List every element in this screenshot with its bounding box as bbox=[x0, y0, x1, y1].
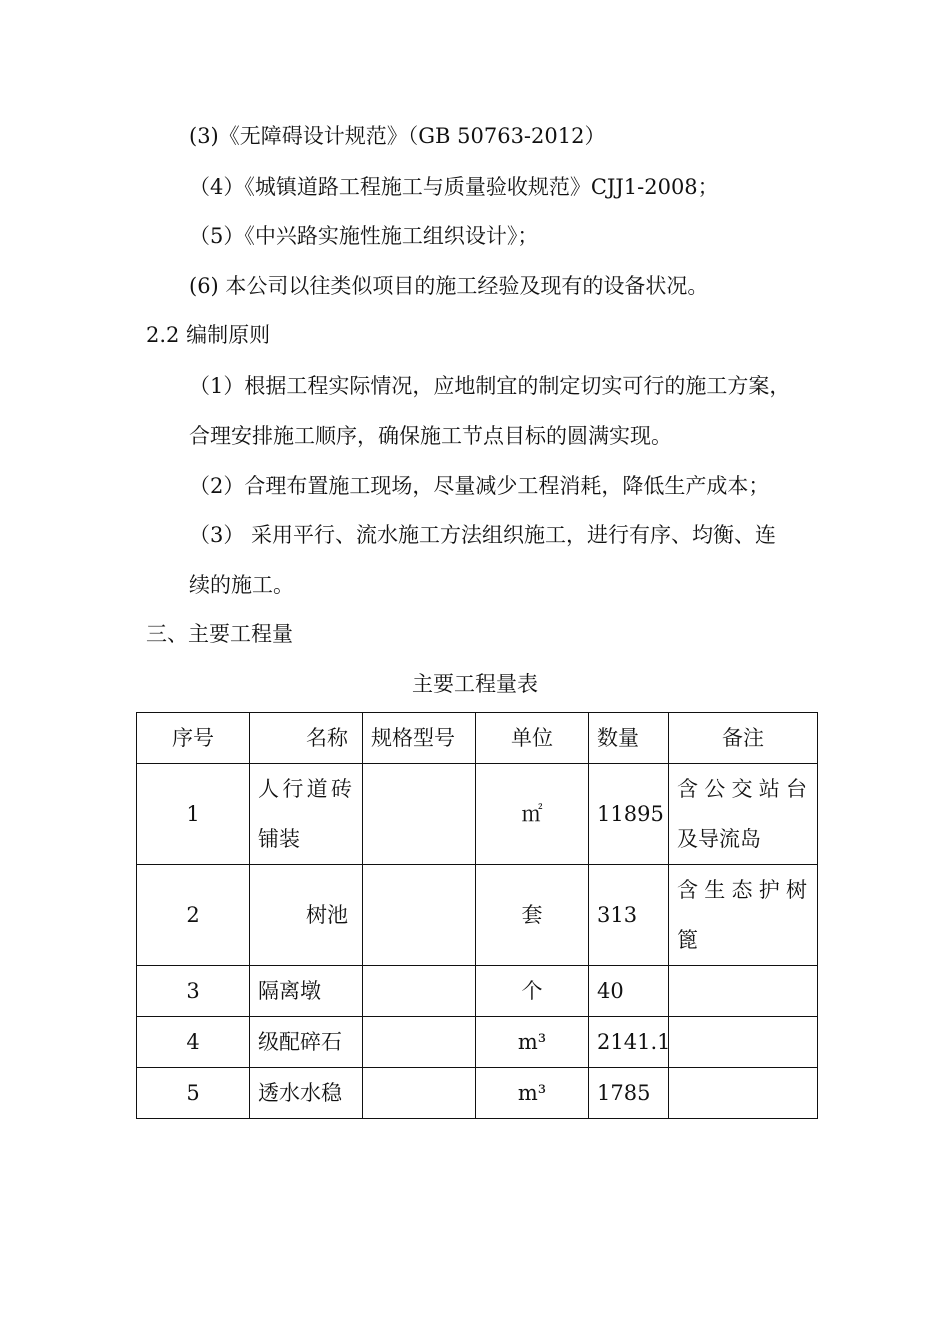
cell-spec bbox=[363, 1068, 476, 1119]
cell-name bbox=[250, 764, 363, 865]
reference-item-6: (6) 本公司以往类似项目的施工经验及现有的设备状况。 bbox=[189, 274, 709, 298]
cell-unit: 套 bbox=[476, 865, 589, 966]
cell-name-line: 铺装 bbox=[258, 827, 300, 851]
cell-seq: 3 bbox=[137, 966, 250, 1017]
principle-2: （2）合理布置施工现场，尽量减少工程消耗，降低生产成本； bbox=[189, 474, 770, 498]
cell-note-line: 含生态护树 bbox=[677, 878, 809, 902]
cell-qty: 313 bbox=[589, 865, 669, 966]
header-seq: 序号 bbox=[137, 713, 250, 764]
cell-name: 级配碎石 bbox=[250, 1017, 363, 1068]
cell-note bbox=[669, 865, 818, 966]
cell-note bbox=[669, 1017, 818, 1068]
header-unit: 单位 bbox=[476, 713, 589, 764]
cell-qty: 40 bbox=[589, 966, 669, 1017]
principle-3-line-2: 续的施工。 bbox=[189, 573, 294, 597]
quantity-table bbox=[136, 712, 818, 1119]
cell-spec bbox=[363, 865, 476, 966]
table-row bbox=[137, 1017, 818, 1068]
cell-note bbox=[669, 1068, 818, 1119]
cell-name-line: 人行道砖 bbox=[258, 777, 354, 801]
cell-name: 透水水稳 bbox=[250, 1068, 363, 1119]
cell-spec bbox=[363, 1017, 476, 1068]
reference-item-4: （4）《城镇道路工程施工与质量验收规范》CJJ1-2008； bbox=[189, 175, 719, 199]
cell-unit: 个 bbox=[476, 966, 589, 1017]
table-caption: 主要工程量表 bbox=[412, 672, 538, 696]
section-heading-2-2: 2.2 编制原则 bbox=[146, 323, 271, 347]
reference-item-5: （5）《中兴路实施性施工组织设计》； bbox=[189, 224, 539, 248]
cell-seq: 4 bbox=[137, 1017, 250, 1068]
cell-qty: 11895 bbox=[589, 764, 669, 865]
cell-name: 树池 bbox=[250, 865, 363, 966]
cell-unit: ㎡ bbox=[476, 764, 589, 865]
cell-note bbox=[669, 966, 818, 1017]
cell-note-line: 含公交站台 bbox=[677, 777, 809, 801]
cell-unit: m³ bbox=[476, 1068, 589, 1119]
cell-seq: 5 bbox=[137, 1068, 250, 1119]
principle-1-line-2: 合理安排施工顺序，确保施工节点目标的圆满实现。 bbox=[189, 424, 672, 448]
cell-seq: 2 bbox=[137, 865, 250, 966]
cell-note-line: 及导流岛 bbox=[677, 827, 761, 851]
cell-seq: 1 bbox=[137, 764, 250, 865]
cell-qty: 1785 bbox=[589, 1068, 669, 1119]
cell-spec bbox=[363, 764, 476, 865]
principle-3-line-1: （3） 采用平行、流水施工方法组织施工，进行有序、均衡、连 bbox=[189, 523, 777, 547]
principle-1-line-1: （1）根据工程实际情况，应地制宜的制定切实可行的施工方案， bbox=[189, 374, 791, 398]
table-header-row bbox=[137, 713, 818, 764]
cell-qty: 2141.1 bbox=[589, 1017, 669, 1068]
reference-item-3: (3)《无障碍设计规范》（GB 50763-2012） bbox=[189, 124, 606, 148]
table-row bbox=[137, 865, 818, 966]
table-row bbox=[137, 764, 818, 865]
header-spec: 规格型号 bbox=[363, 713, 476, 764]
table-row bbox=[137, 966, 818, 1017]
section-heading-3: 三、主要工程量 bbox=[146, 622, 293, 646]
cell-note bbox=[669, 764, 818, 865]
cell-unit: m³ bbox=[476, 1017, 589, 1068]
header-qty: 数量 bbox=[589, 713, 669, 764]
table-row bbox=[137, 1068, 818, 1119]
cell-note-line: 篦 bbox=[677, 928, 698, 952]
cell-spec bbox=[363, 966, 476, 1017]
cell-name: 隔离墩 bbox=[250, 966, 363, 1017]
header-name: 名称 bbox=[250, 713, 363, 764]
header-note: 备注 bbox=[669, 713, 818, 764]
